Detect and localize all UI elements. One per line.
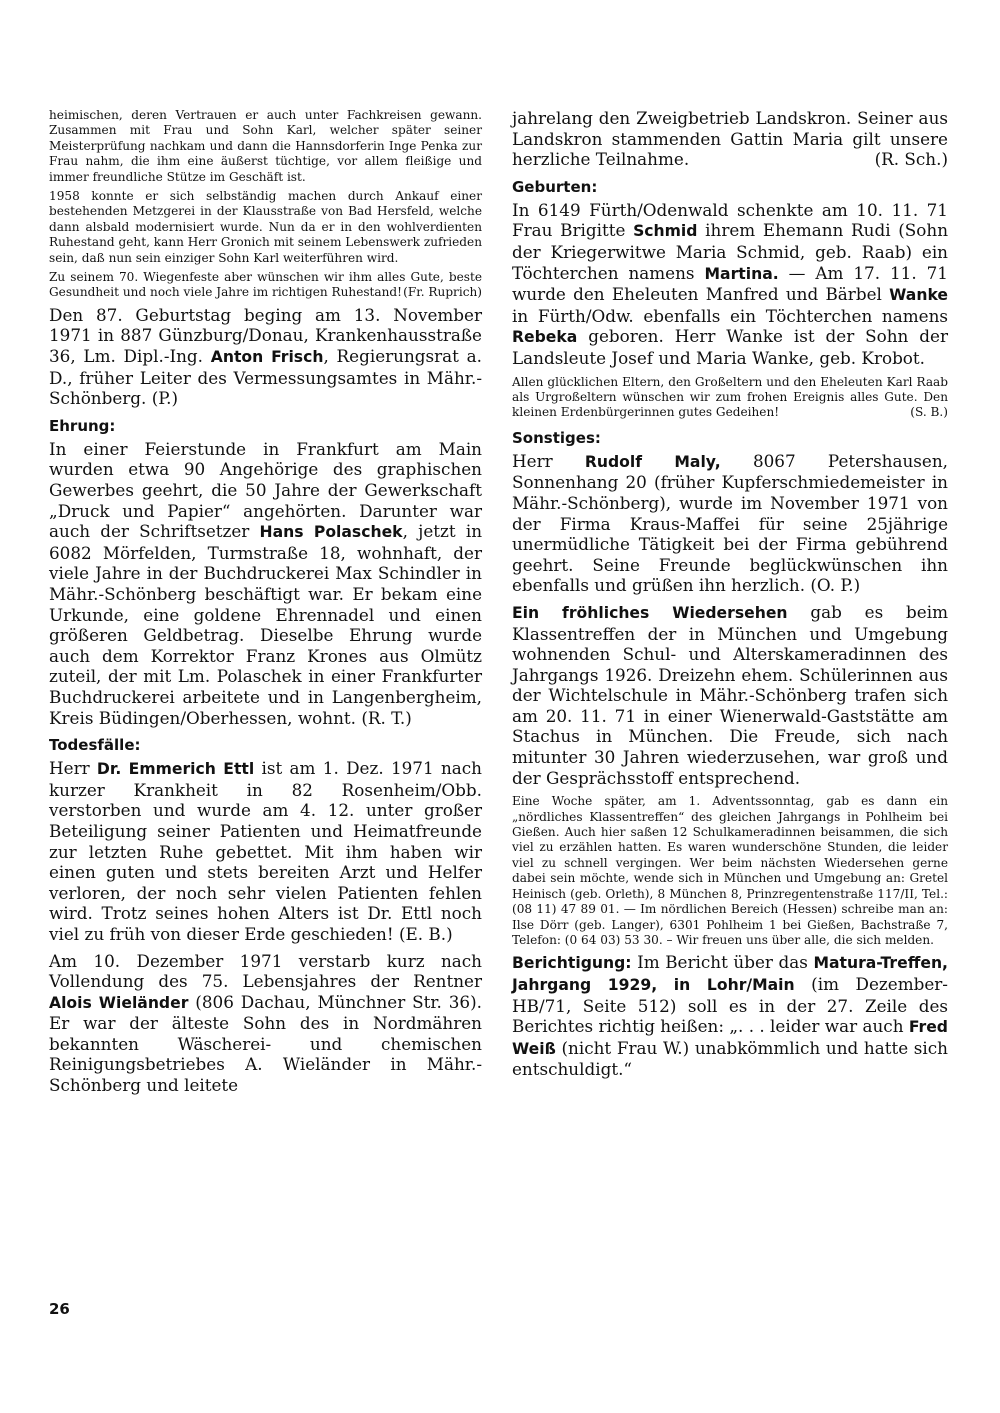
correction-paragraph bbox=[512, 952, 948, 1080]
paragraph-text: (806 Dachau, Münchner Str. 36). Er war der älteste Sohn des in Nordmähren bekannten Wäscherei- und chemischen Reinigungsbetriebes A. Wieländer in Mähr.-Schönberg und leitete bbox=[49, 991, 482, 1096]
paragraph-text: gab es beim Klassentreffen der in München und Umgebung wohnenden Schul- und Alterskameradinnen des Jahrgangs 1926. Dreizehn ehem. Schülerinnen aus der Wichtelschule in Mähr.-Schönberg trafen sich am 20. 11. 71 in einer Wienerwald-Gaststätte am Stachus in München. Die Freude, sich nach mitunter 30 Jahren wiederzusehen, war groß und der Gesprächsstoff entsprechend. bbox=[512, 601, 948, 788]
article-paragraph bbox=[49, 270, 482, 301]
article-paragraph: 1958 konnte er sich selbständig machen durch Ankauf einer bestehenden Metzgerei in der Klausstraße von Bad Hersfeld, welche dann alsbald modernisiert wurde. Nun da er in den wohlverdienten Ruhestand geht, kann Herr Gronich mit seinem Lebenswerk zufrieden sein, daß nun sein einziger Sohn Karl weiterführen wird. bbox=[49, 189, 482, 265]
right-column bbox=[512, 108, 948, 1086]
lead-in: Ein fröhliches Wiedersehen bbox=[512, 603, 788, 622]
lead-in: Berichtigung: bbox=[512, 954, 632, 973]
section-heading-todesfaelle: Todesfälle: bbox=[49, 736, 141, 755]
paragraph-text: ist am 1. Dez. 1971 nach kurzer Krankheit in 82 Rosenheim/Obb. verstorben und wurde am 4. 12. unter großer Beteiligung seiner Patienten und Heimatfreunde zur letzten Ruhe gebettet. Mit ihm haben wir einen guten und stets bereiten Arzt und Helfer verloren, der noch sehr vielen Patienten fehlen wird. Trotz seines hohen Alters ist Dr. Ettl noch viel zu früh von dieser Erde geschieden! (E. B.) bbox=[49, 758, 482, 944]
section-heading-sonstiges: Sonstiges: bbox=[512, 428, 601, 447]
person-name: Fred Weiß bbox=[512, 1018, 948, 1058]
paragraph-text: geboren. Herr Wanke ist der Sohn der Landsleute Josef und Maria Wanke, geb. Krobot. bbox=[512, 326, 948, 368]
person-name: Dr. Emmerich Ettl bbox=[96, 760, 255, 779]
misc-paragraph bbox=[512, 451, 948, 596]
paragraph-text: Herr bbox=[49, 758, 90, 779]
person-name: Rebeka bbox=[512, 328, 578, 347]
obituary-paragraph bbox=[49, 951, 482, 1096]
births-paragraph bbox=[512, 200, 948, 369]
paragraph-text: , Regierungsrat a. D., früher Leiter des Vermessungsamtes in Mähr.-Schönberg. (P.) bbox=[49, 346, 482, 409]
person-name: Schmid bbox=[633, 222, 698, 241]
person-name: Martina. bbox=[704, 264, 779, 283]
paragraph-text: Zu seinem 70. Wiegenfeste aber wünschen wir ihm alles Gute, beste Gesundheit und noch viele Jahre im richtigen Ruhestand! bbox=[49, 270, 482, 300]
paragraph-text: 8067 Petershausen, Sonnenhang 20 (früher Kupferschmiedemeister in Mähr.-Schönberg), wurde im November 1971 von der Firma Kraus-Maffei für seine 25jährige unermüdliche Tätigkeit bei der Firma gebührend geehrt. Seine Freunde beglückwünschen ihn ebenfalls und grüßen ihn herzlich. (O. P.) bbox=[512, 450, 948, 596]
paragraph-text: In 6149 Fürth/Odenwald schenkte am 10. 11. 71 Frau Brigitte bbox=[512, 199, 948, 241]
obituary-paragraph bbox=[49, 758, 482, 944]
birthday-paragraph bbox=[49, 305, 482, 409]
author-signature: (R. Sch.) bbox=[874, 149, 948, 170]
paragraph-text: — Am 17. 11. 71 wurde den Eheleuten Manfred und Bärbel bbox=[512, 262, 948, 305]
paragraph-text: Herr bbox=[512, 450, 553, 471]
honor-paragraph bbox=[49, 439, 482, 728]
paragraph-text: Am 10. Dezember 1971 verstarb kurz nach Vollendung des 75. Lebensjahres der Rentner bbox=[49, 950, 482, 992]
paragraph-text: In einer Feierstunde in Frankfurt am Main wurden etwa 90 Angehörige des graphischen Gewerbes geehrt, die 50 Jahre der Gewerkschaft „Druck und Papier“ angehörten. Darunter war auch der Schriftsetzer bbox=[49, 438, 482, 542]
article-paragraph: Eine Woche später, am 1. Adventssonntag, gab es dann ein „nördliches Klassentreffen“ des gleichen Jahrgangs in Pohlheim bei Gießen. Auch hier saßen 12 Schulkameradinnen beisammen, die sich viel zu erzählen hatten. Es waren wunderschöne Stunden, die leider viel zu schnell vergingen. Wer beim nächsten Wiedersehen gerne dabei sein möchte, wende sich in München und Umgebung an: Gretel Heinisch (geb. Orleth), 8 München 8, Prinzregentenstraße 117/II, Tel.: (08 11) 47 89 01. — Im nördlichen Bereich (Hessen) schreibe man an: Ilse Dörr (geb. Langer), 6301 Pohlheim 1 bei Gießen, Bachstraße 7, Telefon: (0 64 03) 53 30. – Wir freuen uns über alle, die sich melden. bbox=[512, 794, 948, 947]
person-name: Anton Frisch bbox=[210, 348, 324, 367]
paragraph-text: Allen glücklichen Eltern, den Großeltern und den Eheleuten Karl Raab als Urgroßeltern wünschen wir zum frohen Ereignis alles Gute. Den kleinen Erdenbürgerinnen gutes Gedeihen! bbox=[512, 374, 948, 420]
paragraph-text: , jetzt in 6082 Mörfelden, Turmstraße 18, wohnhaft, der viele Jahre in der Buchdruckerei Max Schindler in Mähr.-Schönberg beschäftigt war. Er bekam eine Urkunde, eine goldene Ehrennadel und einen größeren Geldbetrag. Dieselbe Ehrung wurde auch dem Korrektor Franz Krones aus Olmütz zuteil, der mit Lm. Polaschek in einer Frankfurter Buchdruckerei arbeitete und in Langenbergheim, Kreis Büdingen/Oberhessen, wohnt. (R. T.) bbox=[49, 521, 482, 728]
paragraph-text: (im Dezember-HB/71, Seite 512) soll es in der 27. Zeile des Berichtes richtig heißen: „. . . leider war auch bbox=[512, 973, 948, 1037]
paragraph-text: Im Bericht über das bbox=[637, 952, 808, 973]
person-name: Alois Wieländer bbox=[49, 993, 189, 1012]
paragraph-text: in Fürth/Odw. ebenfalls ein Töchterchen namens bbox=[512, 305, 948, 326]
reunion-paragraph bbox=[512, 602, 948, 788]
paragraph-text: (nicht Frau W.) unabkömmlich und hatte sich entschuldigt.“ bbox=[512, 1037, 948, 1080]
person-name: Rudolf Maly, bbox=[584, 452, 721, 471]
section-heading-geburten: Geburten: bbox=[512, 177, 598, 196]
obituary-continuation bbox=[512, 108, 948, 170]
person-name: Hans Polaschek bbox=[259, 523, 403, 542]
event-name: Matura-Treffen, Jahrgang 1929, in Lohr/Main bbox=[512, 954, 948, 994]
page-number: 26 bbox=[49, 1300, 70, 1318]
article-paragraph: heimischen, deren Vertrauen er auch unter Fachkreisen gewann. Zusammen mit Frau und Sohn Karl, welcher später seiner Meisterprüfung nachkam und dann die Hannsdorferin Inge Penka zur Frau nahm, die ihm eine äußerst tüchtige, vor allem fleißige und immer freundliche Stütze im Geschäft ist. bbox=[49, 108, 482, 184]
section-heading-ehrung: Ehrung: bbox=[49, 416, 116, 435]
paragraph-text: Den 87. Geburtstag beging am 13. November 1971 in 887 Günzburg/Donau, Krankenhausstraße 36, Lm. Dipl.-Ing. bbox=[49, 304, 482, 367]
paragraph-text: jahrelang den Zweigbetrieb Landskron. Seiner aus Landskron stammenden Gattin Maria gilt unsere herzliche Teilnahme. bbox=[512, 108, 948, 170]
left-column bbox=[49, 108, 482, 1102]
author-signature: (Fr. Ruprich) bbox=[403, 285, 482, 300]
article-paragraph bbox=[512, 375, 948, 421]
paragraph-text: ihrem Ehemann Rudi (Sohn der Kriegerwitwe Maria Schmid, geb. Raab) ein Töchterchen namens bbox=[512, 220, 948, 283]
person-name: Wanke bbox=[889, 286, 948, 305]
author-signature: (S. B.) bbox=[910, 405, 948, 420]
